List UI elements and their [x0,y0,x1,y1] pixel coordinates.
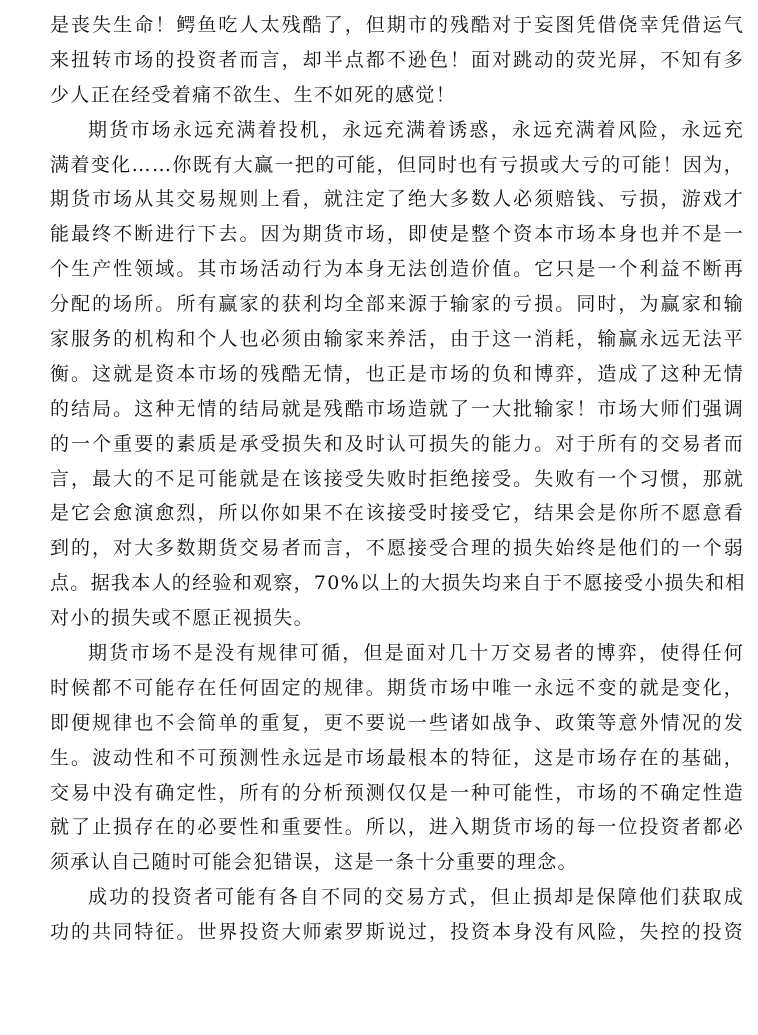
text-line: 即便规律也不会简单的重复，更不要说一些诸如战争、政策等意外情况的发 [50,711,744,734]
text-line: 交易中没有确定性，所有的分析预测仅仅是一种可能性，市场的不确定性造 [50,781,744,804]
text-line: 的结局。这种无情的结局就是残酷市场造就了一大批输家！市场大师们强调 [50,397,744,420]
text-line: 满着变化……你既有大赢一把的可能，但同时也有亏损或大亏的可能！因为， [50,153,744,176]
text-line: 期货市场永远充满着投机，永远充满着诱惑，永远充满着风险，永远充 [88,118,744,141]
text-line: 是丧失生命！鳄鱼吃人太残酷了，但期市的残酷对于妄图凭借侥幸凭借运气 [50,14,744,36]
text-line: 来扭转市场的投资者而言，却半点都不逊色！面对跳动的荧光屏，不知有多 [50,48,744,71]
text-line: 点。据我本人的经验和观察，70%以上的大损失均来自于不愿接受小损失和相 [50,572,746,595]
text-line: 家服务的机构和个人也必须由输家来养活，由于这一消耗，输赢永远无法平 [50,328,744,351]
text-line: 到的，对大多数期货交易者而言，不愿接受合理的损失始终是他们的一个弱 [50,537,744,560]
text-line: 少人正在经受着痛不欲生、生不如死的感觉！ [50,83,457,106]
text-line: 分配的场所。所有赢家的获利均全部来源于输家的亏损。同时，为赢家和输 [50,293,744,316]
text-line: 成功的投资者可能有各自不同的交易方式，但止损却是保障他们获取成 [88,886,744,909]
text-line: 是它会愈演愈烈，所以你如果不在该接受时接受它，结果会是你所不愿意看 [50,502,744,525]
text-line: 期货市场不是没有规律可循，但是面对几十万交易者的博弈，使得任何 [88,642,744,665]
text-line: 就了止损存在的必要性和重要性。所以，进入期货市场的每一位投资者都必 [50,816,744,839]
text-line: 时候都不可能存在任何固定的规律。期货市场中唯一永远不变的就是变化， [50,676,744,699]
text-line: 能最终不断进行下去。因为期货市场，即使是整个资本市场本身也并不是一 [50,223,744,246]
text-line: 对小的损失或不愿正视损失。 [50,607,314,630]
document-page [50,8,744,950]
text-line: 期货市场从其交易规则上看，就注定了绝大多数人必须赔钱、亏损，游戏才 [50,188,744,211]
text-line: 生。波动性和不可预测性永远是市场最根本的特征，这是市场存在的基础， [50,746,744,769]
text-line: 言，最大的不足可能就是在该接受失败时拒绝接受。失败有一个习惯，那就 [50,467,744,490]
text-line: 个生产性领域。其市场活动行为本身无法创造价值。它只是一个利益不断再 [50,258,744,281]
text-line: 须承认自己随时可能会犯错误，这是一条十分重要的理念。 [50,851,578,874]
text-line: 的一个重要的素质是承受损失和及时认可损失的能力。对于所有的交易者而 [50,432,744,455]
text-line: 衡。这就是资本市场的残酷无情，也正是市场的负和博弈，造成了这种无情 [50,362,744,385]
text-line: 功的共同特征。世界投资大师索罗斯说过，投资本身没有风险，失控的投资 [50,921,744,944]
